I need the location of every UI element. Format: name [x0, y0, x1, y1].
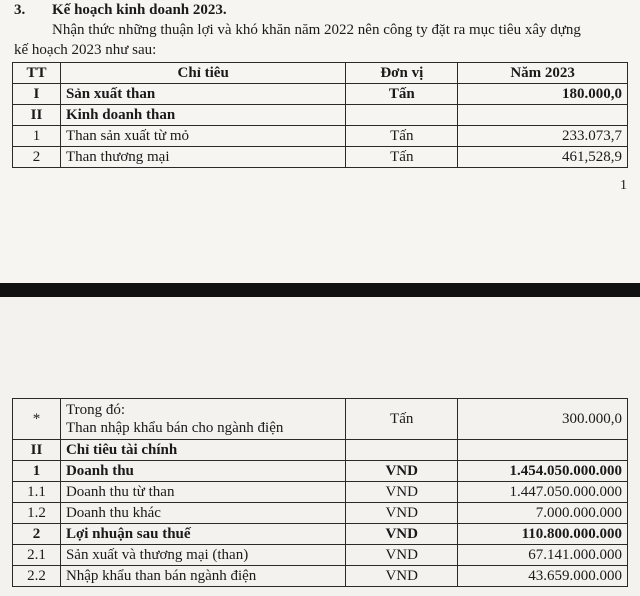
table-row — [13, 503, 628, 524]
table-row — [13, 440, 628, 461]
table-row — [13, 482, 628, 503]
cell-unit: VND — [346, 503, 458, 524]
table-row — [13, 524, 628, 545]
cell-indicator — [60, 399, 345, 440]
table-row — [13, 105, 628, 126]
cell-unit: Tấn — [346, 399, 458, 440]
table-row — [13, 399, 628, 440]
cell-indicator: Kinh doanh than — [60, 105, 345, 126]
table-header-row — [13, 63, 628, 84]
cell-unit: VND — [346, 524, 458, 545]
cell-tt: 1 — [13, 126, 61, 147]
cell-tt: 2.1 — [13, 545, 61, 566]
cell-indicator: Than sản xuất từ mỏ — [60, 126, 345, 147]
cell-tt: 1.2 — [13, 503, 61, 524]
section-number: 3. — [14, 2, 26, 18]
header-nam-2023: Năm 2023 — [458, 63, 628, 84]
cell-unit: VND — [346, 566, 458, 587]
header-tt: TT — [13, 63, 61, 84]
table-row — [13, 126, 628, 147]
cell-unit: VND — [346, 461, 458, 482]
cell-unit: Tấn — [346, 84, 458, 105]
cell-value: 110.800.000.000 — [458, 524, 628, 545]
table-row — [13, 545, 628, 566]
cell-value: 43.659.000.000 — [458, 566, 628, 587]
cell-indicator: Sản xuất than — [60, 84, 345, 105]
intro-line-2: kế hoạch 2023 như sau: — [14, 42, 157, 58]
cell-indicator: Lợi nhuận sau thuế — [60, 524, 345, 545]
header-chi-tieu: Chỉ tiêu — [60, 63, 345, 84]
cell-indicator: Than thương mại — [60, 147, 345, 168]
cell-value: 1.454.050.000.000 — [458, 461, 628, 482]
cell-indicator: Chỉ tiêu tài chính — [60, 440, 345, 461]
cell-indicator: Nhập khẩu than bán ngành điện — [60, 566, 345, 587]
table-row — [13, 147, 628, 168]
cell-value — [458, 105, 628, 126]
page-top — [0, 0, 640, 283]
cell-value: 180.000,0 — [458, 84, 628, 105]
plan-table-production — [12, 62, 628, 168]
cell-unit — [346, 440, 458, 461]
cell-unit: Tấn — [346, 126, 458, 147]
cell-tt: II — [13, 105, 61, 126]
cell-value: 67.141.000.000 — [458, 545, 628, 566]
intro-line-1: Nhận thức những thuận lợi và khó khăn năm 2022 nên công ty đặt ra mục tiêu xây dựng — [52, 22, 581, 38]
cell-value: 233.073,7 — [458, 126, 628, 147]
cell-value: 1.447.050.000.000 — [458, 482, 628, 503]
cell-tt: I — [13, 84, 61, 105]
cell-value: 7.000.000.000 — [458, 503, 628, 524]
cell-unit — [346, 105, 458, 126]
header-don-vi: Đơn vị — [346, 63, 458, 84]
cell-tt: 2.2 — [13, 566, 61, 587]
plan-table-financial — [12, 398, 628, 587]
page-number: 1 — [620, 178, 627, 193]
cell-unit: Tấn — [346, 147, 458, 168]
cell-indicator: Sản xuất và thương mại (than) — [60, 545, 345, 566]
cell-unit: VND — [346, 482, 458, 503]
cell-tt: 2 — [13, 147, 61, 168]
table-row — [13, 566, 628, 587]
cell-unit: VND — [346, 545, 458, 566]
cell-tt: * — [13, 399, 61, 440]
cell-indicator: Doanh thu khác — [60, 503, 345, 524]
cell-indicator: Doanh thu từ than — [60, 482, 345, 503]
section-heading — [14, 2, 227, 19]
cell-indicator-line-2: Than nhập khẩu bán cho ngành điện — [65, 420, 284, 436]
cell-tt: 2 — [13, 524, 61, 545]
cell-indicator-line-1: Trong đó: — [65, 402, 125, 418]
table-row — [13, 461, 628, 482]
section-title: Kế hoạch kinh doanh 2023. — [52, 2, 227, 18]
page-separator — [0, 283, 640, 297]
cell-indicator: Doanh thu — [60, 461, 345, 482]
cell-tt: 1 — [13, 461, 61, 482]
cell-value — [458, 440, 628, 461]
cell-value: 461,528,9 — [458, 147, 628, 168]
cell-tt: 1.1 — [13, 482, 61, 503]
table-row — [13, 84, 628, 105]
cell-value: 300.000,0 — [458, 399, 628, 440]
cell-tt: II — [13, 440, 61, 461]
